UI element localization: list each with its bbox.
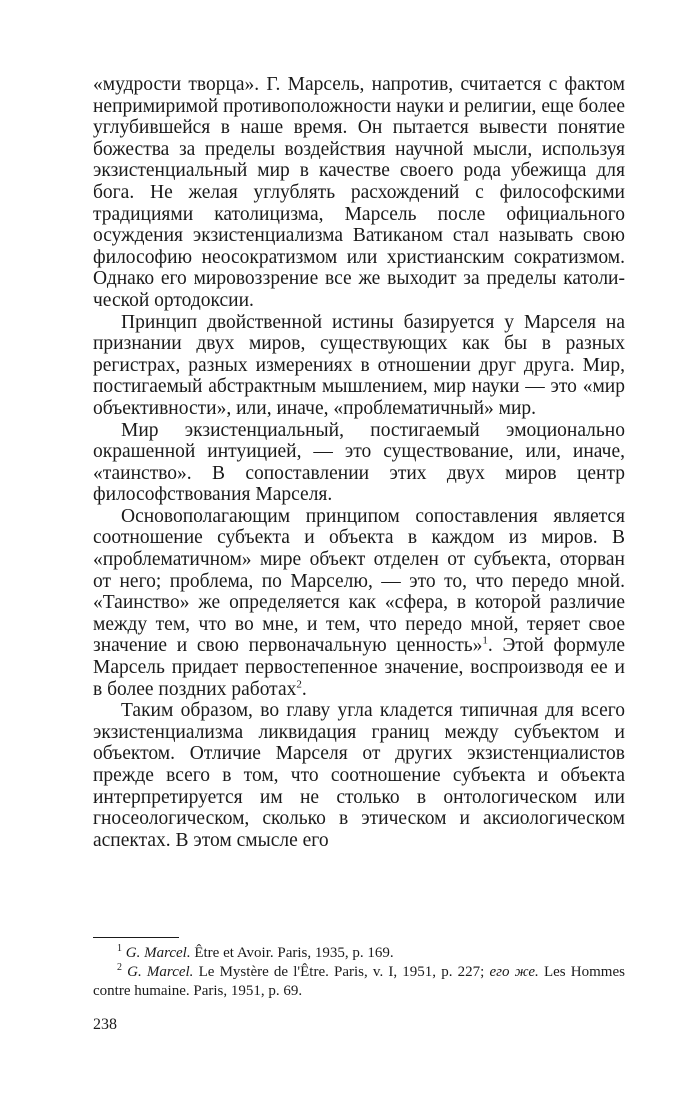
paragraph-4-text-c: . <box>301 678 307 700</box>
footnote-1-author: G. Marcel. <box>125 945 191 961</box>
footnote-divider <box>93 937 179 938</box>
footnote-1 <box>93 944 625 963</box>
footnote-2-text-b: Les Hommes contre humaine. Paris, 1951, p. 69. <box>93 964 625 999</box>
footnote-1-text: Être et Avoir. Paris, 1935, p. 169. <box>190 945 394 961</box>
paragraph-3: Мир экзистенциальный, постигаемый эмоционально окрашенной интуицией, — это существование, или, иначе, «таинство». В сопоставлении этих двух миров центр философствования Марселя. <box>93 419 625 506</box>
footnote-2-ibid: его же. <box>489 964 539 980</box>
paragraph-5: Таким образом, во главу угла кладется типичная для всего экзистенциализма ликвидация границ между субъектом и объектом. Отличие Марселя от других экзистенциалистов прежде всего в том, что соотношение субъекта и объекта интерпретируется им не столько в онтологическом или гносеологическом, сколько в этическом и аксиологическом аспектах. В этом смысле его <box>93 700 625 851</box>
footnote-1-number: 1 <box>117 943 122 954</box>
footnote-ref-1: 1 <box>482 634 488 647</box>
footnote-ref-2: 2 <box>296 678 302 691</box>
footnote-2 <box>93 963 625 1001</box>
paragraph-1: «мудрости творца». Г. Марсель, напротив, считается с фактом непримиримой противоположности науки и религии, еще более углубившейся в наше время. Он пытается вывести понятие божества за пределы воздействия научной мысли, используя экзистенциальный мир в качестве своего рода убежища для бога. Не желая углублять расхождений с философскими традициями католицизма, Марсель после официального осуждения экзистенциализма Ватиканом стал называть свою философию неосократизмом или христианским сократизмом. Однако его мировоззрение все же выходит за пределы католической ортодоксии. <box>93 74 625 311</box>
paragraph-2: Принцип двойственной истины базируется у Марселя на признании двух миров, существующих как бы в разных регистрах, разных измерениях в отношении друг друга. Мир, постигаемый абстрактным мышлением, мир науки — это «мир объективности», или, иначе, «проблематичный» мир. <box>93 311 625 419</box>
footnote-2-author: G. Marcel. <box>127 964 194 980</box>
paragraph-4-text-a: Основополагающим принципом сопоставления является соотношение субъекта и объекта в каждом из миров. В «проблематичном» мире объект отделен от субъекта, оторван от него; проблема, по Марселю, — это то, что передо мной. «Таинство» же определяется как «сфера, в которой различие между тем, что во мне, и тем, что передо мной, теряет свое значение и свою первоначальную ценность» <box>93 505 625 657</box>
page-number: 238 <box>93 1016 117 1033</box>
footnote-2-text-a: Le Mystère de l'Être. Paris, v. I, 1951, p. 227; <box>193 964 490 980</box>
footnote-2-number: 2 <box>117 962 122 973</box>
main-text <box>93 74 625 851</box>
paragraph-4 <box>93 506 625 700</box>
footnotes <box>93 944 625 1001</box>
paragraph-4-text-b: . Этой формуле Марсель придает первостепенное значение, воспроизводя ее и в более поздних работах <box>93 635 625 700</box>
